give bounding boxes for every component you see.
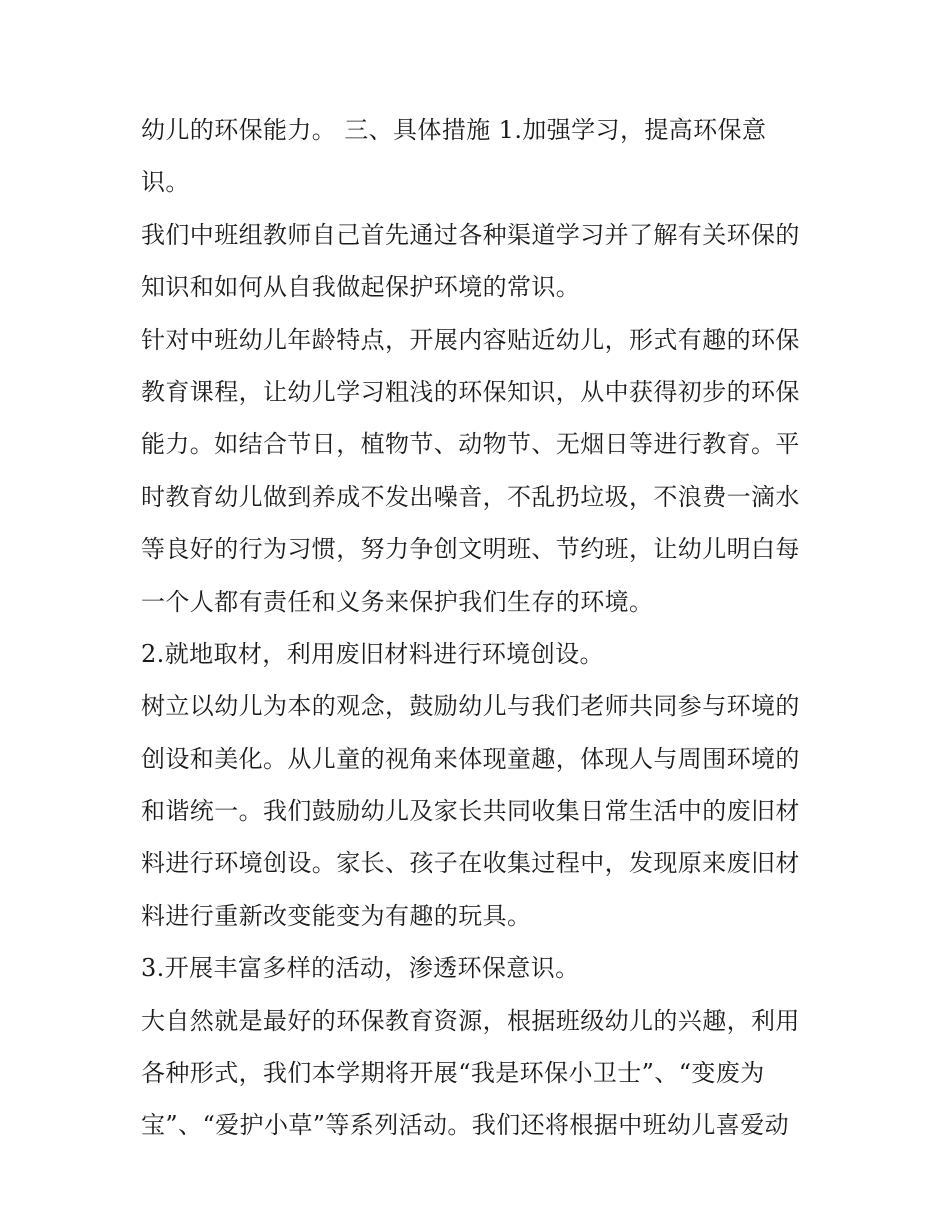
text-line: 教育课程，让幼儿学习粗浅的环保知识，从中获得初步的环保 — [141, 377, 800, 406]
text-line: 和谐统一。我们鼓励幼儿及家长共同收集日常生活中的废旧材 — [141, 797, 800, 826]
section-heading: 2.就地取材，利用废旧材料进行环境创设。 — [141, 639, 604, 668]
text-line: 树立以幼儿为本的观念，鼓励幼儿与我们老师共同参与环境的 — [141, 692, 800, 721]
text-line: 知识和如何从自我做起保护环境的常识。 — [141, 273, 581, 302]
text-line: 我们中班组教师自己首先通过各种渠道学习并了解有关环保的 — [141, 220, 800, 249]
text-line: 识。 — [141, 168, 190, 197]
text-line: 宝”、“爱护小草”等系列活动。我们还将根据中班幼儿喜爱动 — [141, 1111, 790, 1140]
text-line: 能力。如结合节日，植物节、动物节、无烟日等进行教育。平 — [141, 430, 800, 459]
text-line: 各种形式，我们本学期将开展“我是环保小卫士”、“变废为 — [141, 1059, 765, 1088]
text-line: 针对中班幼儿年龄特点，开展内容贴近幼儿，形式有趣的环保 — [141, 325, 800, 354]
section-heading: 3.开展丰富多样的活动，渗透环保意识。 — [141, 954, 580, 983]
text-line: 时教育幼儿做到养成不发出噪音，不乱扔垃圾，不浪费一滴水 — [141, 482, 800, 511]
text-line: 一个人都有责任和义务来保护我们生存的环境。 — [141, 587, 654, 616]
text-line: 创设和美化。从儿童的视角来体现童趣，体现人与周围环境的 — [141, 744, 800, 773]
text-line: 幼儿的环保能力。 三、具体措施 1.加强学习，提高环保意 — [141, 116, 767, 144]
text-line: 料进行重新改变能变为有趣的玩具。 — [141, 901, 532, 930]
document-body — [141, 104, 813, 1152]
text-line: 料进行环境创设。家长、孩子在收集过程中，发现原来废旧材 — [141, 849, 800, 878]
text-line: 大自然就是最好的环保教育资源，根据班级幼儿的兴趣，利用 — [141, 1006, 800, 1035]
text-line: 等良好的行为习惯，努力争创文明班、节约班，让幼儿明白每 — [141, 535, 800, 564]
